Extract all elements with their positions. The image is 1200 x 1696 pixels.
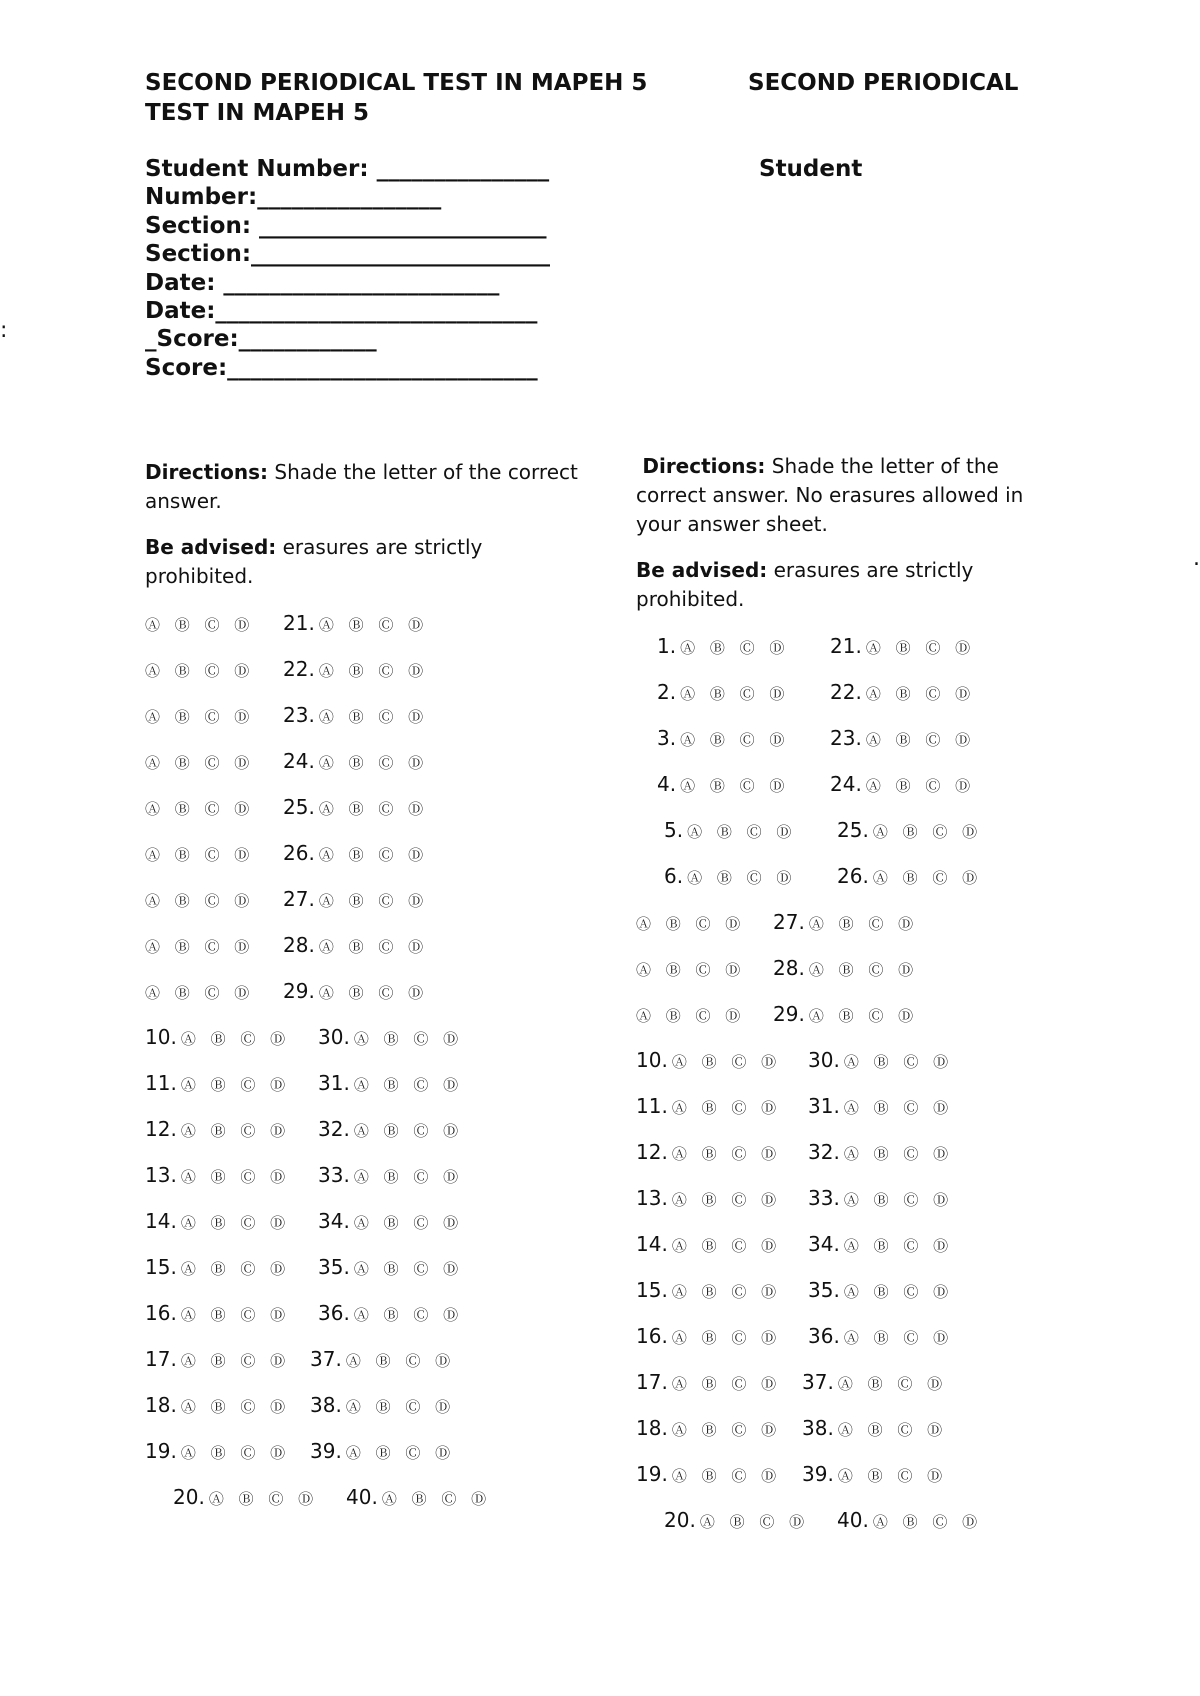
item-number: 30. [808, 1048, 840, 1072]
answer-bubbles[interactable]: Ⓐ Ⓑ Ⓒ Ⓓ [145, 662, 255, 680]
margin-mark-right: . [1193, 546, 1200, 571]
answer-bubbles[interactable]: Ⓐ Ⓑ Ⓒ Ⓓ [353, 1214, 464, 1232]
answer-bubbles[interactable]: Ⓐ Ⓑ Ⓒ Ⓓ [843, 1191, 954, 1209]
answer-row [145, 703, 254, 727]
answer-bubbles[interactable]: Ⓐ Ⓑ Ⓒ Ⓓ [145, 616, 255, 634]
answer-bubbles[interactable]: Ⓐ Ⓑ Ⓒ Ⓓ [843, 1237, 954, 1255]
directions-left [145, 458, 585, 516]
item-number: 15. [636, 1278, 668, 1302]
answer-bubbles[interactable]: Ⓐ Ⓑ Ⓒ Ⓓ [381, 1490, 492, 1508]
margin-mark-left: : [0, 318, 8, 343]
item-number: 20. [664, 1508, 696, 1532]
date-field: Date: ________________________ [145, 270, 500, 296]
advisory-left [145, 533, 585, 591]
item-number: 26. [837, 864, 869, 888]
title-left-continued: TEST IN MAPEH 5 [145, 100, 369, 126]
item-number: 21. [283, 611, 315, 635]
answer-row [145, 887, 254, 911]
answer-bubbles[interactable]: Ⓐ Ⓑ Ⓒ Ⓓ [353, 1076, 464, 1094]
advisory-label: Be advised: [145, 535, 277, 559]
answer-row [173, 1485, 318, 1509]
answer-bubbles[interactable]: Ⓐ Ⓑ Ⓒ Ⓓ [180, 1306, 291, 1324]
item-number: 1. [657, 634, 677, 658]
answer-bubbles[interactable]: Ⓐ Ⓑ Ⓒ Ⓓ [671, 1191, 782, 1209]
item-number: 12. [636, 1140, 668, 1164]
answer-row [283, 933, 428, 957]
answer-bubbles[interactable]: Ⓐ Ⓑ Ⓒ Ⓓ [687, 869, 797, 887]
title-right: SECOND PERIODICAL [748, 70, 1019, 96]
answer-row [837, 818, 982, 842]
answer-bubbles[interactable]: Ⓐ Ⓑ Ⓒ Ⓓ [180, 1398, 291, 1416]
answer-bubbles[interactable]: Ⓐ Ⓑ Ⓒ Ⓓ [843, 1283, 954, 1301]
item-number: 10. [636, 1048, 668, 1072]
item-number: 33. [808, 1186, 840, 1210]
answer-row [837, 1508, 982, 1532]
directions-text: Shade the letter of the correct answer. [145, 460, 578, 513]
answer-bubbles[interactable]: Ⓐ Ⓑ Ⓒ Ⓓ [671, 1099, 782, 1117]
answer-row [773, 1002, 918, 1026]
answer-row [145, 749, 254, 773]
answer-row [808, 1140, 953, 1164]
answer-row [346, 1485, 491, 1509]
answer-row [283, 795, 428, 819]
answer-row [636, 1278, 781, 1302]
answer-bubbles[interactable]: Ⓐ Ⓑ Ⓒ Ⓓ [353, 1168, 464, 1186]
answer-row [145, 841, 254, 865]
answer-bubbles[interactable]: Ⓐ Ⓑ Ⓒ Ⓓ [180, 1444, 291, 1462]
item-number: 18. [636, 1416, 668, 1440]
answer-bubbles[interactable]: Ⓐ Ⓑ Ⓒ Ⓓ [671, 1421, 782, 1439]
answer-row [283, 657, 428, 681]
answer-bubbles[interactable]: Ⓐ Ⓑ Ⓒ Ⓓ [865, 639, 976, 657]
item-number: 30. [318, 1025, 350, 1049]
item-number: 25. [283, 795, 315, 819]
answer-bubbles[interactable]: Ⓐ Ⓑ Ⓒ Ⓓ [843, 1099, 954, 1117]
answer-bubbles[interactable]: Ⓐ Ⓑ Ⓒ Ⓓ [145, 800, 255, 818]
item-number: 28. [773, 956, 805, 980]
answer-row [283, 887, 428, 911]
answer-row [145, 1117, 290, 1141]
answer-row [636, 1186, 781, 1210]
section-field: Section: _________________________ [145, 213, 547, 239]
answer-bubbles[interactable]: Ⓐ Ⓑ Ⓒ Ⓓ [680, 685, 790, 703]
item-number: 11. [636, 1094, 668, 1118]
answer-row [808, 1324, 953, 1348]
item-number: 24. [830, 772, 862, 796]
answer-bubbles[interactable]: Ⓐ Ⓑ Ⓒ Ⓓ [865, 685, 976, 703]
item-number: 32. [808, 1140, 840, 1164]
item-number: 39. [802, 1462, 834, 1486]
answer-row [283, 703, 428, 727]
answer-row [145, 657, 254, 681]
answer-row [145, 1163, 290, 1187]
item-number: 16. [145, 1301, 177, 1325]
answer-row [636, 1094, 781, 1118]
item-number: 32. [318, 1117, 350, 1141]
answer-row [636, 1048, 781, 1072]
answer-bubbles[interactable]: Ⓐ Ⓑ Ⓒ Ⓓ [843, 1145, 954, 1163]
item-number: 23. [283, 703, 315, 727]
item-number: 20. [173, 1485, 205, 1509]
date-field-2: Date:____________________________ [145, 298, 538, 324]
answer-bubbles[interactable]: Ⓐ Ⓑ Ⓒ Ⓓ [180, 1260, 291, 1278]
item-number: 40. [837, 1508, 869, 1532]
answer-bubbles[interactable]: Ⓐ Ⓑ Ⓒ Ⓓ [680, 731, 790, 749]
answer-row [145, 1393, 290, 1417]
item-number: 5. [664, 818, 684, 842]
item-number: 38. [310, 1393, 342, 1417]
answer-bubbles[interactable]: Ⓐ Ⓑ Ⓒ Ⓓ [180, 1168, 291, 1186]
answer-row [145, 1301, 290, 1325]
answer-row [318, 1255, 463, 1279]
item-number: 34. [318, 1209, 350, 1233]
answer-row [145, 611, 254, 635]
answer-row [802, 1462, 947, 1486]
answer-bubbles[interactable]: Ⓐ Ⓑ Ⓒ Ⓓ [808, 1007, 919, 1025]
advisory-text: erasures are strictly prohibited. [636, 558, 974, 611]
item-number: 19. [636, 1462, 668, 1486]
item-number: 36. [318, 1301, 350, 1325]
item-number: 26. [283, 841, 315, 865]
title-left: SECOND PERIODICAL TEST IN MAPEH 5 [145, 70, 648, 96]
answer-row [636, 956, 745, 980]
answer-row [657, 772, 789, 796]
item-number: 35. [318, 1255, 350, 1279]
answer-bubbles[interactable]: Ⓐ Ⓑ Ⓒ Ⓓ [843, 1329, 954, 1347]
answer-row [837, 864, 982, 888]
section-field-2: Section:__________________________ [145, 241, 551, 267]
answer-bubbles[interactable]: Ⓐ Ⓑ Ⓒ Ⓓ [808, 915, 919, 933]
score-field-2: Score:___________________________ [145, 355, 538, 381]
answer-row [145, 979, 254, 1003]
answer-bubbles[interactable]: Ⓐ Ⓑ Ⓒ Ⓓ [145, 984, 255, 1002]
answer-row [664, 818, 796, 842]
answer-bubbles[interactable]: Ⓐ Ⓑ Ⓒ Ⓓ [180, 1122, 291, 1140]
answer-bubbles[interactable]: Ⓐ Ⓑ Ⓒ Ⓓ [318, 754, 429, 772]
answer-bubbles[interactable]: Ⓐ Ⓑ Ⓒ Ⓓ [180, 1030, 291, 1048]
answer-row [318, 1209, 463, 1233]
directions-right [636, 452, 1066, 539]
answer-bubbles[interactable]: Ⓐ Ⓑ Ⓒ Ⓓ [671, 1237, 782, 1255]
answer-bubbles[interactable]: Ⓐ Ⓑ Ⓒ Ⓓ [699, 1513, 810, 1531]
item-number: 21. [830, 634, 862, 658]
item-number: 13. [145, 1163, 177, 1187]
answer-row [318, 1163, 463, 1187]
answer-bubbles[interactable]: Ⓐ Ⓑ Ⓒ Ⓓ [318, 938, 429, 956]
answer-row [318, 1301, 463, 1325]
answer-row [808, 1278, 953, 1302]
item-number: 27. [773, 910, 805, 934]
answer-row [830, 772, 975, 796]
answer-bubbles[interactable]: Ⓐ Ⓑ Ⓒ Ⓓ [671, 1053, 782, 1071]
answer-bubbles[interactable]: Ⓐ Ⓑ Ⓒ Ⓓ [145, 754, 255, 772]
answer-bubbles[interactable]: Ⓐ Ⓑ Ⓒ Ⓓ [345, 1444, 456, 1462]
item-number: 33. [318, 1163, 350, 1187]
answer-bubbles[interactable]: Ⓐ Ⓑ Ⓒ Ⓓ [865, 731, 976, 749]
answer-row [283, 841, 428, 865]
item-number: 37. [802, 1370, 834, 1394]
answer-row [808, 1232, 953, 1256]
answer-row [283, 979, 428, 1003]
answer-row [145, 1255, 290, 1279]
answer-row [145, 933, 254, 957]
answer-bubbles[interactable]: Ⓐ Ⓑ Ⓒ Ⓓ [671, 1467, 782, 1485]
answer-row [318, 1071, 463, 1095]
answer-row [636, 1140, 781, 1164]
answer-row [657, 634, 789, 658]
answer-row [283, 749, 428, 773]
answer-bubbles[interactable]: Ⓐ Ⓑ Ⓒ Ⓓ [837, 1421, 948, 1439]
item-number: 25. [837, 818, 869, 842]
answer-row [636, 1002, 745, 1026]
item-number: 17. [636, 1370, 668, 1394]
answer-row [318, 1117, 463, 1141]
answer-bubbles[interactable]: Ⓐ Ⓑ Ⓒ Ⓓ [872, 1513, 983, 1531]
answer-bubbles[interactable]: Ⓐ Ⓑ Ⓒ Ⓓ [636, 961, 746, 979]
answer-row [773, 910, 918, 934]
item-number: 40. [346, 1485, 378, 1509]
number-field: Number:________________ [145, 184, 442, 210]
answer-row [310, 1347, 455, 1371]
answer-bubbles[interactable]: Ⓐ Ⓑ Ⓒ Ⓓ [318, 984, 429, 1002]
answer-bubbles[interactable]: Ⓐ Ⓑ Ⓒ Ⓓ [318, 616, 429, 634]
item-number: 37. [310, 1347, 342, 1371]
answer-row [145, 1439, 290, 1463]
answer-bubbles[interactable]: Ⓐ Ⓑ Ⓒ Ⓓ [843, 1053, 954, 1071]
score-field: _Score:____________ [145, 326, 377, 352]
item-number: 29. [773, 1002, 805, 1026]
answer-bubbles[interactable]: Ⓐ Ⓑ Ⓒ Ⓓ [671, 1145, 782, 1163]
answer-row [830, 680, 975, 704]
item-number: 4. [657, 772, 677, 796]
student-number-field: Student Number: _______________ [145, 156, 550, 182]
answer-row [808, 1094, 953, 1118]
answer-row [636, 1462, 781, 1486]
answer-bubbles[interactable]: Ⓐ Ⓑ Ⓒ Ⓓ [671, 1375, 782, 1393]
answer-bubbles[interactable]: Ⓐ Ⓑ Ⓒ Ⓓ [636, 915, 746, 933]
answer-bubbles[interactable]: Ⓐ Ⓑ Ⓒ Ⓓ [145, 938, 255, 956]
answer-row [657, 680, 789, 704]
answer-row [636, 1324, 781, 1348]
item-number: 22. [830, 680, 862, 704]
item-number: 2. [657, 680, 677, 704]
answer-bubbles[interactable]: Ⓐ Ⓑ Ⓒ Ⓓ [687, 823, 797, 841]
item-number: 10. [145, 1025, 177, 1049]
item-number: 6. [664, 864, 684, 888]
answer-row [145, 1071, 290, 1095]
answer-row [636, 910, 745, 934]
item-number: 19. [145, 1439, 177, 1463]
item-number: 35. [808, 1278, 840, 1302]
answer-row [636, 1232, 781, 1256]
answer-row [145, 1025, 290, 1049]
answer-bubbles[interactable]: Ⓐ Ⓑ Ⓒ Ⓓ [345, 1398, 456, 1416]
answer-bubbles[interactable]: Ⓐ Ⓑ Ⓒ Ⓓ [318, 846, 429, 864]
item-number: 15. [145, 1255, 177, 1279]
answer-bubbles[interactable]: Ⓐ Ⓑ Ⓒ Ⓓ [318, 662, 429, 680]
answer-bubbles[interactable]: Ⓐ Ⓑ Ⓒ Ⓓ [636, 1007, 746, 1025]
advisory-text: erasures are strictly prohibited. [145, 535, 483, 588]
student-label-right: Student [759, 156, 863, 182]
answer-bubbles[interactable]: Ⓐ Ⓑ Ⓒ Ⓓ [145, 708, 255, 726]
answer-bubbles[interactable]: Ⓐ Ⓑ Ⓒ Ⓓ [353, 1306, 464, 1324]
answer-row [145, 1209, 290, 1233]
answer-bubbles[interactable]: Ⓐ Ⓑ Ⓒ Ⓓ [872, 823, 983, 841]
answer-bubbles[interactable]: Ⓐ Ⓑ Ⓒ Ⓓ [680, 639, 790, 657]
answer-bubbles[interactable]: Ⓐ Ⓑ Ⓒ Ⓓ [353, 1122, 464, 1140]
advisory-label: Be advised: [636, 558, 768, 582]
answer-row [830, 634, 975, 658]
answer-bubbles[interactable]: Ⓐ Ⓑ Ⓒ Ⓓ [671, 1283, 782, 1301]
item-number: 24. [283, 749, 315, 773]
item-number: 22. [283, 657, 315, 681]
answer-row [310, 1393, 455, 1417]
answer-row [283, 611, 428, 635]
item-number: 11. [145, 1071, 177, 1095]
answer-bubbles[interactable]: Ⓐ Ⓑ Ⓒ Ⓓ [180, 1076, 291, 1094]
item-number: 12. [145, 1117, 177, 1141]
answer-bubbles[interactable]: Ⓐ Ⓑ Ⓒ Ⓓ [145, 846, 255, 864]
answer-row [636, 1416, 781, 1440]
answer-bubbles[interactable]: Ⓐ Ⓑ Ⓒ Ⓓ [808, 961, 919, 979]
answer-row [664, 1508, 809, 1532]
answer-bubbles[interactable]: Ⓐ Ⓑ Ⓒ Ⓓ [353, 1030, 464, 1048]
answer-bubbles[interactable]: Ⓐ Ⓑ Ⓒ Ⓓ [872, 869, 983, 887]
answer-row [773, 956, 918, 980]
answer-bubbles[interactable]: Ⓐ Ⓑ Ⓒ Ⓓ [353, 1260, 464, 1278]
item-number: 38. [802, 1416, 834, 1440]
answer-row [830, 726, 975, 750]
answer-bubbles[interactable]: Ⓐ Ⓑ Ⓒ Ⓓ [208, 1490, 319, 1508]
item-number: 39. [310, 1439, 342, 1463]
advisory-right [636, 556, 1066, 614]
answer-bubbles[interactable]: Ⓐ Ⓑ Ⓒ Ⓓ [837, 1467, 948, 1485]
answer-row [145, 1347, 290, 1371]
directions-text: Shade the letter of the correct answer. No erasures allowed in your answer sheet. [636, 454, 1024, 536]
item-number: 23. [830, 726, 862, 750]
answer-bubbles[interactable]: Ⓐ Ⓑ Ⓒ Ⓓ [180, 1214, 291, 1232]
answer-row [802, 1416, 947, 1440]
answer-bubbles[interactable]: Ⓐ Ⓑ Ⓒ Ⓓ [345, 1352, 456, 1370]
item-number: 29. [283, 979, 315, 1003]
item-number: 31. [318, 1071, 350, 1095]
answer-bubbles[interactable]: Ⓐ Ⓑ Ⓒ Ⓓ [180, 1352, 291, 1370]
item-number: 27. [283, 887, 315, 911]
item-number: 14. [636, 1232, 668, 1256]
item-number: 34. [808, 1232, 840, 1256]
item-number: 18. [145, 1393, 177, 1417]
item-number: 31. [808, 1094, 840, 1118]
answer-bubbles[interactable]: Ⓐ Ⓑ Ⓒ Ⓓ [865, 777, 976, 795]
answer-row [318, 1025, 463, 1049]
answer-bubbles[interactable]: Ⓐ Ⓑ Ⓒ Ⓓ [318, 892, 429, 910]
answer-row [664, 864, 796, 888]
answer-bubbles[interactable]: Ⓐ Ⓑ Ⓒ Ⓓ [837, 1375, 948, 1393]
directions-label: Directions: [145, 460, 269, 484]
answer-bubbles[interactable]: Ⓐ Ⓑ Ⓒ Ⓓ [671, 1329, 782, 1347]
item-number: 13. [636, 1186, 668, 1210]
answer-row [802, 1370, 947, 1394]
answer-bubbles[interactable]: Ⓐ Ⓑ Ⓒ Ⓓ [318, 708, 429, 726]
item-number: 17. [145, 1347, 177, 1371]
answer-row [808, 1186, 953, 1210]
answer-bubbles[interactable]: Ⓐ Ⓑ Ⓒ Ⓓ [318, 800, 429, 818]
item-number: 28. [283, 933, 315, 957]
answer-row [657, 726, 789, 750]
item-number: 3. [657, 726, 677, 750]
directions-label: Directions: [642, 454, 766, 478]
item-number: 16. [636, 1324, 668, 1348]
answer-bubbles[interactable]: Ⓐ Ⓑ Ⓒ Ⓓ [145, 892, 255, 910]
answer-row [808, 1048, 953, 1072]
item-number: 36. [808, 1324, 840, 1348]
answer-row [636, 1370, 781, 1394]
item-number: 14. [145, 1209, 177, 1233]
answer-row [145, 795, 254, 819]
answer-bubbles[interactable]: Ⓐ Ⓑ Ⓒ Ⓓ [680, 777, 790, 795]
answer-row [310, 1439, 455, 1463]
